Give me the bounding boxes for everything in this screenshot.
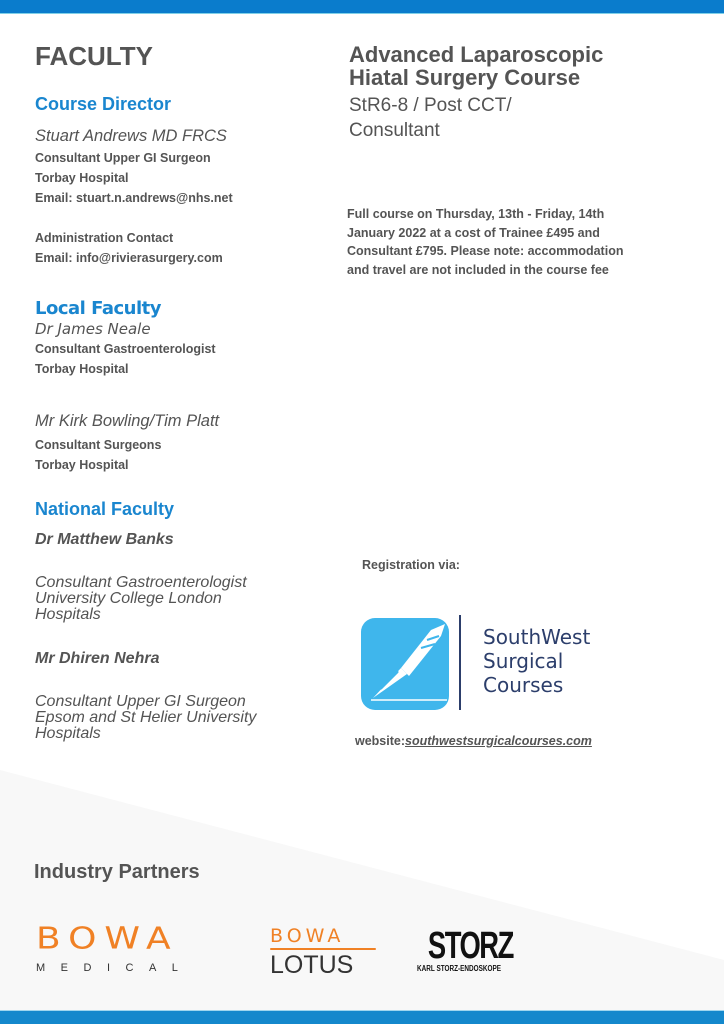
national-member-name: Dr Matthew Banks: [35, 531, 174, 548]
bowa-lotus-rule: [270, 948, 376, 950]
storz-subtitle: KARL STORZ-ENDOSKOPE: [417, 964, 502, 973]
national-member-desc-line: University College London: [35, 590, 222, 607]
course-audience-line: Consultant: [349, 120, 440, 141]
director-hospital: Torbay Hospital: [35, 171, 129, 185]
local-member-name: Mr Kirk Bowling/Tim Platt: [35, 412, 220, 430]
admin-email[interactable]: Email: info@rivierasurgery.com: [35, 251, 223, 265]
bowa-lotus-subtitle: LOTUS: [270, 951, 354, 979]
local-member-role: Consultant Gastroenterologist: [35, 342, 216, 356]
local-faculty-heading: Local Faculty: [35, 298, 161, 319]
course-title-line: Advanced Laparoscopic: [349, 42, 604, 67]
bowa-lotus-wordmark: BOWA: [270, 925, 345, 947]
bowa-lotus-logo: [270, 927, 376, 977]
industry-partners-heading: Industry Partners: [34, 861, 200, 883]
logo-wordmark-line: SouthWest: [483, 625, 591, 649]
local-member-hospital: Torbay Hospital: [35, 458, 129, 472]
director-name: Stuart Andrews MD FRCS: [35, 127, 227, 145]
faculty-title: FACULTY: [35, 41, 153, 71]
course-title: [349, 43, 603, 89]
logo-wordmark-line: Courses: [483, 673, 564, 697]
bowa-medical-subtitle: MEDICAL: [36, 962, 194, 974]
national-member-desc-line: Epsom and St Helier University: [35, 709, 257, 726]
national-member-desc-line: Consultant Gastroenterologist: [35, 574, 247, 591]
karl-storz-logo: [415, 925, 513, 973]
registration-label: Registration via:: [362, 558, 460, 572]
local-member-role: Consultant Surgeons: [35, 438, 162, 452]
admin-contact-heading: Administration Contact: [35, 231, 174, 245]
local-member-name: Dr James Neale: [35, 320, 151, 338]
website-line: [355, 734, 592, 748]
bottom-accent-bar: [0, 1010, 724, 1024]
website-label: website:: [355, 734, 406, 748]
national-member-desc-line: Hospitals: [35, 725, 101, 742]
course-director-heading: Course Director: [35, 94, 172, 114]
director-email[interactable]: Email: stuart.n.andrews@nhs.net: [35, 191, 233, 205]
bowa-medical-wordmark: BOWA: [36, 921, 179, 957]
national-member-description: [35, 575, 247, 623]
top-accent-bar: [0, 0, 724, 14]
course-audience: [349, 93, 512, 143]
course-info: Full course on Thursday, 13th - Friday, 14th January 2022 at a cost of Trainee £495 and Consultant £795. Please note: accommodation and travel are not included in the course fee: [347, 207, 624, 278]
director-role: Consultant Upper GI Surgeon: [35, 151, 211, 165]
course-title-line: Hiatal Surgery Course: [349, 65, 581, 90]
bowa-medical-logo: [36, 921, 194, 974]
website-link[interactable]: southwestsurgicalcourses.com: [405, 734, 592, 748]
national-faculty-heading: National Faculty: [35, 499, 175, 519]
national-member-description: [35, 694, 256, 742]
storz-wordmark: STORZ: [427, 925, 513, 967]
national-member-desc-line: Hospitals: [35, 606, 101, 623]
logo-wordmark-line: Surgical: [483, 649, 564, 673]
scalpel-icon: [361, 618, 449, 710]
local-member-hospital: Torbay Hospital: [35, 362, 129, 376]
national-member-desc-line: Consultant Upper GI Surgeon: [35, 693, 246, 710]
southwest-surgical-courses-logo[interactable]: [361, 615, 621, 710]
national-member-name: Mr Dhiren Nehra: [35, 650, 160, 667]
logo-divider: [459, 615, 461, 710]
course-audience-line: StR6-8 / Post CCT/: [349, 95, 512, 116]
logo-wordmark: [483, 625, 590, 697]
